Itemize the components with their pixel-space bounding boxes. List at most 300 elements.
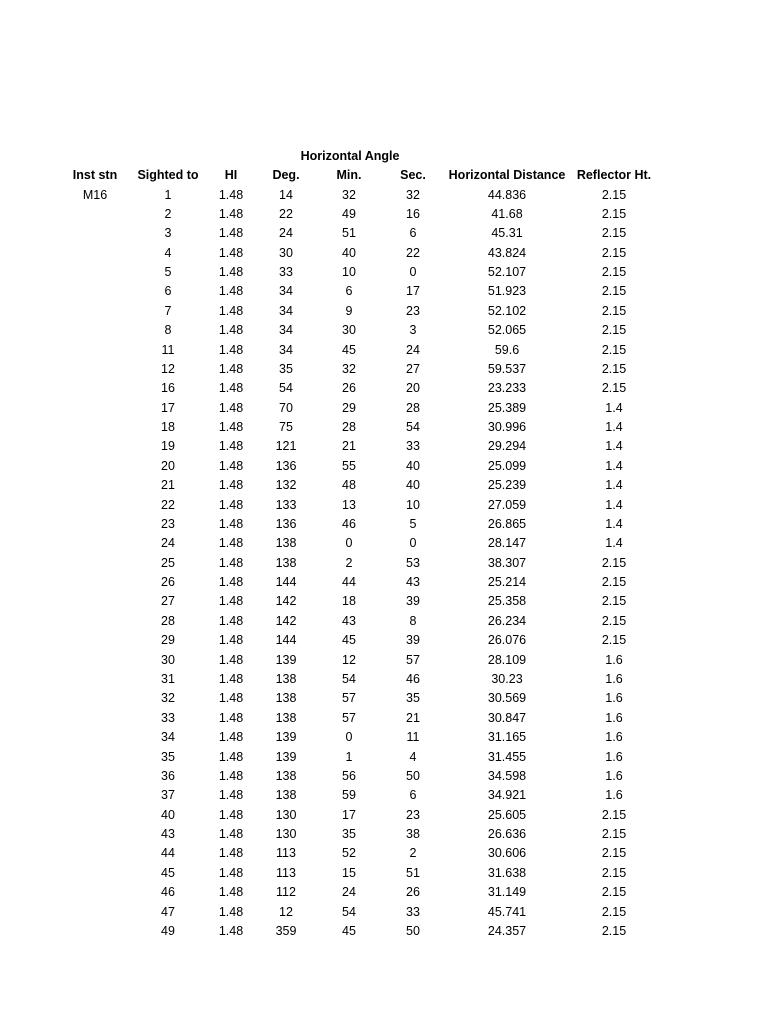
min-cell: 13 (342, 497, 356, 512)
reflector-ht-cell: 2.15 (601, 846, 627, 861)
deg-cell: 113 (276, 865, 296, 880)
table-row (0, 767, 768, 786)
deg-cell: 138 (275, 710, 297, 725)
deg-cell: 142 (275, 594, 297, 609)
reflector-ht-cell: 2.15 (601, 342, 627, 357)
deg-cell: 130 (275, 807, 297, 822)
deg-cell: 12 (279, 904, 293, 919)
horizontal-distance-cell: 26.234 (487, 613, 527, 628)
horizontal-distance-cell: 23.233 (487, 381, 527, 396)
deg-cell: 75 (279, 420, 293, 435)
sighted-to-cell: 30 (161, 652, 175, 667)
table-row (0, 399, 768, 418)
hi-cell: 1.48 (218, 575, 244, 590)
min-cell: 40 (342, 245, 356, 260)
horizontal-distance-cell: 24.357 (487, 923, 527, 938)
sec-cell: 24 (406, 342, 420, 357)
sighted-to-cell: 2 (164, 206, 172, 221)
table-row (0, 883, 768, 902)
table-row (0, 844, 768, 863)
table-row (0, 205, 768, 224)
min-cell: 43 (342, 613, 356, 628)
header-deg: Deg. (272, 168, 300, 182)
deg-cell: 139 (275, 749, 297, 764)
sighted-to-cell: 20 (161, 458, 175, 473)
reflector-ht-cell: 2.15 (601, 284, 627, 299)
table-row (0, 457, 768, 476)
min-cell: 2 (345, 555, 353, 570)
table-row (0, 496, 768, 515)
table-row (0, 244, 768, 263)
horizontal-distance-cell: 30.996 (487, 420, 527, 435)
reflector-ht-cell: 2.15 (601, 226, 627, 241)
sec-cell: 33 (406, 904, 420, 919)
deg-cell: 142 (275, 613, 297, 628)
min-cell: 52 (342, 846, 356, 861)
header-sighted-to: Sighted to (137, 168, 199, 182)
sec-cell: 21 (406, 710, 420, 725)
horizontal-distance-cell: 30.569 (487, 691, 527, 706)
reflector-ht-cell: 1.4 (605, 420, 623, 435)
min-cell: 15 (342, 865, 356, 880)
min-cell: 24 (342, 885, 356, 900)
deg-cell: 144 (275, 633, 297, 648)
sighted-to-cell: 8 (164, 323, 172, 338)
sec-cell: 39 (406, 633, 420, 648)
sighted-to-cell: 40 (161, 807, 175, 822)
sec-cell: 27 (406, 361, 420, 376)
min-cell: 57 (342, 691, 356, 706)
min-cell: 45 (342, 923, 356, 938)
reflector-ht-cell: 2.15 (601, 555, 627, 570)
sighted-to-cell: 36 (161, 768, 175, 783)
table-row (0, 554, 768, 573)
hi-cell: 1.48 (218, 400, 244, 415)
min-cell: 45 (342, 342, 356, 357)
sighted-to-cell: 33 (161, 710, 175, 725)
hi-cell: 1.48 (218, 478, 244, 493)
reflector-ht-cell: 2.15 (601, 827, 627, 842)
sec-cell: 22 (406, 245, 420, 260)
hi-cell: 1.48 (218, 749, 244, 764)
table-row (0, 592, 768, 611)
table-row (0, 534, 768, 553)
min-cell: 17 (342, 807, 356, 822)
header-horizontal-distance: Horizontal Distance (448, 168, 566, 182)
deg-cell: 136 (275, 458, 297, 473)
reflector-ht-cell: 1.4 (605, 497, 623, 512)
reflector-ht-cell: 1.4 (605, 400, 623, 415)
min-cell: 44 (342, 575, 356, 590)
horizontal-distance-cell: 31.638 (487, 865, 527, 880)
hi-cell: 1.48 (218, 885, 244, 900)
hi-cell: 1.48 (218, 187, 244, 202)
horizontal-distance-cell: 25.358 (487, 594, 527, 609)
reflector-ht-cell: 2.15 (601, 575, 627, 590)
sec-cell: 53 (406, 555, 420, 570)
table-row (0, 903, 768, 922)
deg-cell: 34 (279, 323, 293, 338)
sec-cell: 28 (406, 400, 420, 415)
reflector-ht-cell: 2.15 (601, 303, 627, 318)
horizontal-distance-cell: 26.636 (487, 827, 527, 842)
sec-cell: 38 (406, 827, 420, 842)
table-row (0, 825, 768, 844)
min-cell: 28 (342, 420, 356, 435)
deg-cell: 136 (275, 516, 297, 531)
reflector-ht-cell: 2.15 (601, 381, 627, 396)
horizontal-distance-cell: 59.6 (494, 342, 520, 357)
deg-cell: 139 (275, 652, 297, 667)
table-row (0, 476, 768, 495)
reflector-ht-cell: 1.6 (605, 710, 623, 725)
sec-cell: 10 (406, 497, 420, 512)
hi-cell: 1.48 (218, 516, 244, 531)
hi-cell: 1.48 (218, 226, 244, 241)
sec-cell: 32 (406, 187, 420, 202)
sec-cell: 40 (406, 458, 420, 473)
header-inst-stn: Inst stn (72, 168, 118, 182)
reflector-ht-cell: 2.15 (601, 865, 627, 880)
deg-cell: 138 (275, 691, 297, 706)
reflector-ht-cell: 2.15 (601, 361, 627, 376)
sec-cell: 16 (406, 206, 420, 221)
table-row (0, 282, 768, 301)
sec-cell: 54 (406, 420, 420, 435)
horizontal-distance-cell: 26.865 (487, 516, 527, 531)
deg-cell: 34 (279, 303, 293, 318)
sec-cell: 50 (406, 768, 420, 783)
reflector-ht-cell: 2.15 (601, 187, 627, 202)
sighted-to-cell: 31 (161, 672, 175, 686)
sighted-to-cell: 27 (161, 594, 175, 609)
table-row (0, 379, 768, 398)
min-cell: 54 (342, 904, 356, 919)
reflector-ht-cell: 1.6 (605, 691, 623, 706)
hi-cell: 1.48 (218, 342, 244, 357)
reflector-ht-cell: 2.15 (601, 323, 627, 338)
hi-cell: 1.48 (218, 846, 244, 861)
min-cell: 6 (345, 284, 353, 299)
horizontal-distance-cell: 45.741 (487, 904, 527, 919)
sighted-to-cell: 3 (164, 226, 172, 241)
sighted-to-cell: 35 (161, 749, 175, 764)
hi-cell: 1.48 (218, 730, 244, 745)
table-row (0, 321, 768, 340)
sighted-to-cell: 32 (161, 691, 175, 706)
hi-cell: 1.48 (218, 420, 244, 435)
sighted-to-cell: 21 (161, 478, 175, 493)
horizontal-distance-cell: 44.836 (487, 187, 527, 202)
hi-cell: 1.48 (218, 284, 244, 299)
hi-cell: 1.48 (218, 381, 244, 396)
hi-cell: 1.48 (218, 827, 244, 842)
sighted-to-cell: 45 (161, 865, 175, 880)
min-cell: 30 (342, 323, 356, 338)
reflector-ht-cell: 2.15 (601, 885, 627, 900)
header-min: Min. (336, 168, 362, 182)
horizontal-distance-cell: 45.31 (491, 226, 523, 241)
horizontal-distance-cell: 41.68 (491, 206, 523, 221)
table-row (0, 670, 768, 689)
sighted-to-cell: 4 (164, 245, 172, 260)
hi-cell: 1.48 (218, 691, 244, 706)
sighted-to-cell: 49 (161, 923, 175, 938)
hi-cell: 1.48 (218, 807, 244, 822)
deg-cell: 24 (279, 226, 293, 241)
sec-cell: 40 (406, 478, 420, 493)
sec-cell: 6 (409, 226, 417, 241)
inst-stn-cell: M16 (82, 187, 108, 202)
sec-cell: 39 (406, 594, 420, 609)
deg-cell: 14 (279, 187, 293, 202)
hi-cell: 1.48 (218, 594, 244, 609)
reflector-ht-cell: 2.15 (601, 923, 627, 938)
deg-cell: 22 (279, 206, 293, 221)
sighted-to-cell: 24 (161, 536, 175, 551)
deg-cell: 113 (276, 846, 296, 861)
deg-cell: 138 (275, 555, 297, 570)
sec-cell: 3 (409, 323, 417, 338)
hi-cell: 1.48 (218, 865, 244, 880)
deg-cell: 139 (275, 730, 297, 745)
horizontal-distance-cell: 52.107 (487, 265, 527, 280)
deg-cell: 132 (275, 478, 297, 493)
hi-cell: 1.48 (218, 245, 244, 260)
sighted-to-cell: 26 (161, 575, 175, 590)
table-row (0, 302, 768, 321)
reflector-ht-cell: 2.15 (601, 633, 627, 648)
sec-cell: 0 (409, 536, 417, 551)
hi-cell: 1.48 (218, 923, 244, 938)
reflector-ht-cell: 2.15 (601, 613, 627, 628)
table-row (0, 786, 768, 805)
horizontal-distance-cell: 31.455 (487, 749, 527, 764)
horizontal-distance-cell: 28.109 (487, 652, 527, 667)
min-cell: 9 (345, 303, 353, 318)
hi-cell: 1.48 (218, 768, 244, 783)
hi-cell: 1.48 (218, 497, 244, 512)
table-row (0, 418, 768, 437)
reflector-ht-cell: 1.6 (605, 768, 623, 783)
reflector-ht-cell: 2.15 (601, 807, 627, 822)
hi-cell: 1.48 (218, 206, 244, 221)
sec-cell: 33 (406, 439, 420, 454)
table-row (0, 437, 768, 456)
horizontal-distance-cell: 34.921 (487, 788, 527, 803)
min-cell: 32 (342, 187, 356, 202)
header-hi: HI (224, 168, 238, 182)
horizontal-distance-cell: 52.102 (487, 303, 527, 318)
hi-cell: 1.48 (218, 672, 244, 686)
table-row (0, 263, 768, 282)
table-row (0, 709, 768, 728)
table-row (0, 651, 768, 670)
sighted-to-cell: 47 (161, 904, 175, 919)
reflector-ht-cell: 1.4 (605, 536, 623, 551)
reflector-ht-cell: 1.6 (605, 788, 623, 803)
horizontal-distance-cell: 26.076 (487, 633, 527, 648)
min-cell: 12 (342, 652, 356, 667)
deg-cell: 34 (279, 284, 293, 299)
min-cell: 1 (345, 749, 353, 764)
table-row (0, 515, 768, 534)
horizontal-distance-cell: 30.606 (487, 846, 527, 861)
hi-cell: 1.48 (218, 536, 244, 551)
horizontal-distance-cell: 25.605 (487, 807, 527, 822)
horizontal-distance-cell: 38.307 (487, 555, 527, 570)
deg-cell: 54 (279, 381, 293, 396)
reflector-ht-cell: 2.15 (601, 904, 627, 919)
sighted-to-cell: 25 (161, 555, 175, 570)
hi-cell: 1.48 (218, 788, 244, 803)
horizontal-distance-cell: 25.389 (487, 400, 527, 415)
min-cell: 29 (342, 400, 356, 415)
hi-cell: 1.48 (218, 633, 244, 648)
sighted-to-cell: 5 (164, 265, 172, 280)
min-cell: 49 (342, 206, 356, 221)
sighted-to-cell: 23 (161, 516, 175, 531)
deg-cell: 34 (279, 342, 293, 357)
sighted-to-cell: 44 (161, 846, 175, 861)
sighted-to-cell: 37 (161, 788, 175, 803)
deg-cell: 138 (275, 672, 297, 686)
sec-cell: 20 (406, 381, 420, 396)
table-row (0, 341, 768, 360)
deg-cell: 138 (275, 536, 297, 551)
min-cell: 32 (342, 361, 356, 376)
sec-cell: 50 (406, 923, 420, 938)
sighted-to-cell: 43 (161, 827, 175, 842)
hi-cell: 1.48 (218, 652, 244, 667)
header-sec: Sec. (400, 168, 426, 182)
sec-cell: 2 (409, 846, 417, 861)
table-header-row (0, 166, 768, 185)
reflector-ht-cell: 2.15 (601, 206, 627, 221)
min-cell: 0 (345, 536, 353, 551)
horizontal-distance-cell: 52.065 (487, 323, 527, 338)
reflector-ht-cell: 1.6 (605, 730, 623, 745)
horizontal-distance-cell: 25.099 (487, 458, 527, 473)
table-row (0, 728, 768, 747)
sighted-to-cell: 11 (161, 342, 175, 357)
sighted-to-cell: 1 (164, 187, 172, 202)
min-cell: 48 (342, 478, 356, 493)
reflector-ht-cell: 1.6 (605, 652, 623, 667)
reflector-ht-cell: 1.6 (605, 672, 623, 686)
min-cell: 21 (342, 439, 356, 454)
deg-cell: 138 (275, 788, 297, 803)
horizontal-distance-cell: 31.149 (487, 885, 527, 900)
min-cell: 35 (342, 827, 356, 842)
deg-cell: 359 (275, 923, 297, 938)
sighted-to-cell: 6 (164, 284, 172, 299)
table-row (0, 689, 768, 708)
horizontal-distance-cell: 30.23 (491, 672, 523, 686)
min-cell: 0 (345, 730, 353, 745)
deg-cell: 121 (275, 439, 297, 454)
horizontal-distance-cell: 27.059 (487, 497, 527, 512)
reflector-ht-cell: 1.4 (605, 478, 623, 493)
horizontal-distance-cell: 31.165 (487, 730, 527, 745)
min-cell: 18 (342, 594, 356, 609)
deg-cell: 130 (275, 827, 297, 842)
sighted-to-cell: 12 (161, 361, 175, 376)
deg-cell: 30 (279, 245, 293, 260)
horizontal-distance-cell: 29.294 (487, 439, 527, 454)
sec-cell: 8 (409, 613, 417, 628)
min-cell: 45 (342, 633, 356, 648)
horizontal-distance-cell: 51.923 (487, 284, 527, 299)
horizontal-distance-cell: 30.847 (487, 710, 527, 725)
sec-cell: 26 (406, 885, 420, 900)
table-row (0, 573, 768, 592)
table-row (0, 360, 768, 379)
deg-cell: 35 (279, 361, 293, 376)
deg-cell: 70 (279, 400, 293, 415)
horizontal-distance-cell: 25.239 (487, 478, 527, 493)
reflector-ht-cell: 1.4 (605, 516, 623, 531)
reflector-ht-cell: 1.4 (605, 458, 623, 473)
hi-cell: 1.48 (218, 265, 244, 280)
horizontal-distance-cell: 43.824 (487, 245, 527, 260)
min-cell: 54 (342, 672, 356, 686)
hi-cell: 1.48 (218, 904, 244, 919)
min-cell: 26 (342, 381, 356, 396)
sighted-to-cell: 17 (161, 400, 175, 415)
sec-cell: 23 (406, 807, 420, 822)
sighted-to-cell: 29 (161, 633, 175, 648)
min-cell: 59 (342, 788, 356, 803)
sec-cell: 11 (406, 730, 420, 745)
hi-cell: 1.48 (218, 303, 244, 318)
sighted-to-cell: 7 (164, 303, 172, 318)
reflector-ht-cell: 2.15 (601, 245, 627, 260)
hi-cell: 1.48 (218, 613, 244, 628)
table-row (0, 631, 768, 650)
sec-cell: 4 (409, 749, 417, 764)
deg-cell: 138 (275, 768, 297, 783)
sec-cell: 57 (406, 652, 420, 667)
sec-cell: 43 (406, 575, 420, 590)
sighted-to-cell: 34 (161, 730, 175, 745)
min-cell: 46 (342, 516, 356, 531)
sec-cell: 51 (406, 865, 420, 880)
horizontal-distance-cell: 28.147 (487, 536, 527, 551)
hi-cell: 1.48 (218, 458, 244, 473)
deg-cell: 133 (275, 497, 297, 512)
table-row (0, 806, 768, 825)
sec-cell: 5 (409, 516, 417, 531)
hi-cell: 1.48 (218, 555, 244, 570)
sighted-to-cell: 28 (161, 613, 175, 628)
table-row (0, 186, 768, 205)
min-cell: 57 (342, 710, 356, 725)
table-row (0, 224, 768, 243)
deg-cell: 112 (276, 885, 296, 900)
reflector-ht-cell: 2.15 (601, 594, 627, 609)
header-reflector-ht: Reflector Ht. (576, 168, 652, 182)
min-cell: 51 (342, 226, 356, 241)
sec-cell: 6 (409, 788, 417, 803)
deg-cell: 33 (279, 265, 293, 280)
min-cell: 10 (342, 265, 356, 280)
hi-cell: 1.48 (218, 323, 244, 338)
sighted-to-cell: 46 (161, 885, 175, 900)
sec-cell: 17 (406, 284, 420, 299)
sec-cell: 35 (406, 691, 420, 706)
sec-cell: 23 (406, 303, 420, 318)
